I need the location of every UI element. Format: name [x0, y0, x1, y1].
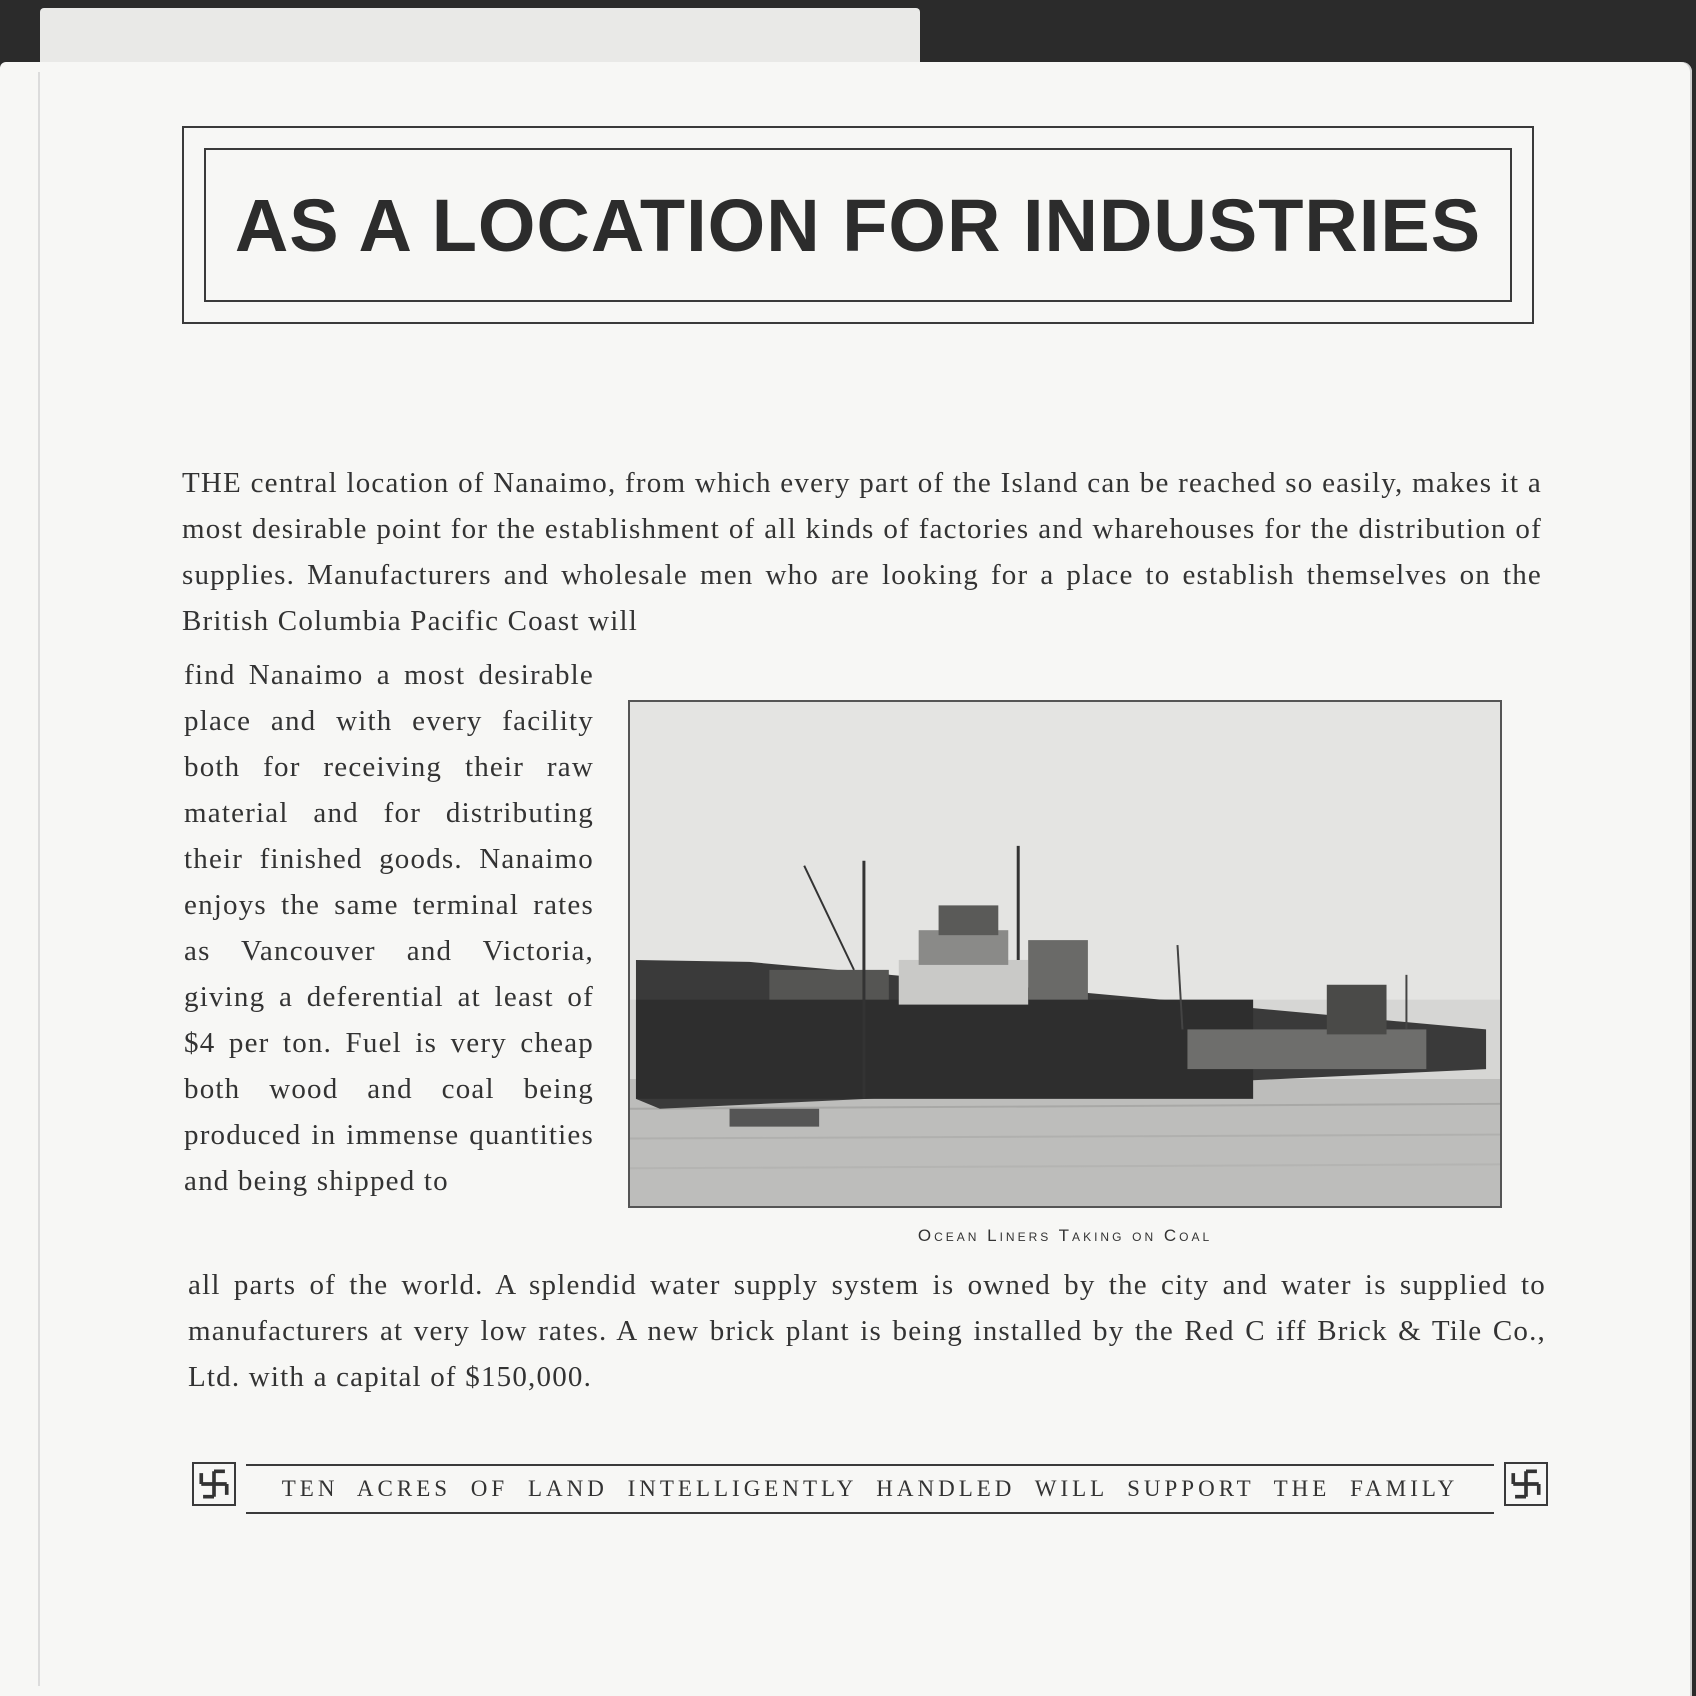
page-title: AS A LOCATION FOR INDUSTRIES: [234, 183, 1482, 267]
footer-motto-banner: [192, 1458, 1548, 1520]
swastika-ornament-icon: [1504, 1462, 1548, 1506]
title-frame: [182, 126, 1534, 324]
photo-caption: Ocean Liners Taking on Coal: [917, 1226, 1213, 1245]
title-inner-frame: [204, 148, 1512, 302]
closing-paragraph: all parts of the world. A splendid water supply system is owned by the city and water is supplied to manufacturers at very low rates. A new brick plant is being installed by the Red C iff Brick & Tile Co., Ltd. with a capital of $150,000.: [188, 1269, 1546, 1393]
ship-photo: [628, 700, 1502, 1208]
motto-bar: [246, 1464, 1494, 1514]
ship-illustration: [630, 702, 1500, 1206]
footer-motto: TEN ACRES OF LAND INTELLIGENTLY HANDLED WILL SUPPORT THE FAMILY: [281, 1476, 1459, 1501]
swastika-ornament-icon: [192, 1462, 236, 1506]
intro-paragraph: THE central location of Nanaimo, from which every part of the Island can be reached so easily, makes it a most desirable point for the establishment of all kinds of factories and wharehouses for the distribution of supplies. Manufacturers and wholesale men who are looking for a place to establish themselves on the British Columbia Pacific Coast will: [182, 467, 1542, 637]
side-column-text: find Nanaimo a most desirable place and with every facility both for receiving their raw material and for distributing their finished goods. Nanaimo enjoys the same terminal rates as Vancouver and Victoria, giving a deferential at least of $4 per ton. Fuel is very cheap both wood and coal being produced in immense quantities and being shipped to: [184, 659, 594, 1197]
